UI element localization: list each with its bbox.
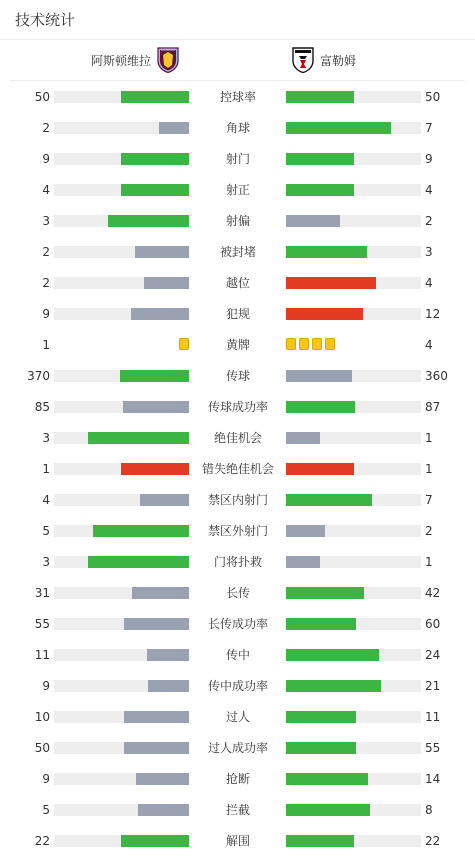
stat-label: 黄牌 [225,338,250,352]
home-stat-value: 2 [42,121,50,135]
away-stat-bar-fill [286,773,368,785]
home-stat-value: 9 [42,679,50,693]
home-stat-bar [54,122,189,134]
stat-label: 拦截 [225,803,250,817]
home-stat-bar-fill [148,680,189,692]
away-stat-value: 11 [425,710,441,724]
away-stat-value: 55 [425,741,441,755]
home-stat-value: 1 [42,338,50,352]
home-stat-bar [54,525,189,537]
home-stat-value: 10 [34,710,50,724]
home-stat-value: 5 [42,803,50,817]
away-stat-value: 1 [425,431,433,445]
away-stat-bar [286,556,421,568]
teams-row [10,40,465,81]
stat-row [0,391,475,422]
home-stat-bar [54,432,189,444]
stat-row [0,763,475,794]
home-stat-bar-fill [138,804,189,816]
home-stat-value: 55 [34,617,50,631]
stat-label: 角球 [225,121,250,135]
home-stat-value: 370 [27,369,50,383]
home-stat-bar [54,91,189,103]
stat-row [0,484,475,515]
aston-villa-crest-icon [157,47,179,73]
stat-row [0,639,475,670]
stat-row [0,701,475,732]
stats-list [0,81,475,856]
away-stat-bar [286,246,421,258]
away-stat-bar-fill [286,711,356,723]
stat-label: 射偏 [225,214,250,228]
stat-label: 越位 [225,276,250,290]
away-stat-value: 87 [425,400,441,414]
away-stat-bar [286,122,421,134]
stat-label: 控球率 [219,90,256,104]
away-stat-value: 42 [425,586,441,600]
home-stat-bar [54,463,189,475]
home-stat-value: 4 [42,493,50,507]
stat-label: 绝佳机会 [213,431,262,445]
away-stat-bar-fill [286,680,381,692]
home-stat-value: 2 [42,276,50,290]
away-stat-bar [286,773,421,785]
away-stat-bar [286,835,421,847]
away-stat-bar [286,618,421,630]
away-stat-value: 4 [425,276,433,290]
away-stat-value: 60 [425,617,441,631]
away-stat-value: 7 [425,493,433,507]
away-stat-bar-fill [286,308,363,320]
away-stat-bar-fill [286,525,325,537]
away-stat-value: 12 [425,307,441,321]
section-header [0,0,475,40]
home-stat-bar [54,587,189,599]
home-stat-value: 4 [42,183,50,197]
home-stat-bar-fill [121,835,189,847]
away-stat-bar [286,308,421,320]
away-stat-bar [286,680,421,692]
home-stat-bar-fill [124,618,189,630]
away-stat-bar [286,215,421,227]
away-stat-bar-fill [286,618,356,630]
away-stat-bar [286,401,421,413]
home-stat-bar [54,804,189,816]
home-stat-bar-fill [88,432,189,444]
yellow-card-icon [179,338,189,350]
home-stat-bar-fill [132,587,189,599]
home-stat-value: 22 [34,834,50,848]
stat-label: 传中 [225,648,250,662]
away-stat-value: 7 [425,121,433,135]
away-yellow-cards [286,338,335,352]
home-yellow-cards [179,338,189,352]
home-stat-bar [54,153,189,165]
stat-row [0,577,475,608]
home-stat-bar [54,184,189,196]
home-stat-bar [54,215,189,227]
home-stat-value: 2 [42,245,50,259]
away-stat-value: 8 [425,803,433,817]
away-stat-bar [286,370,421,382]
stat-label: 解围 [225,834,250,848]
home-stat-bar [54,246,189,258]
home-stat-bar-fill [123,401,189,413]
home-stat-value: 1 [42,462,50,476]
away-stat-bar-fill [286,246,367,258]
home-stat-value: 9 [42,152,50,166]
away-stat-value: 9 [425,152,433,166]
stat-row [0,112,475,143]
stat-row [0,174,475,205]
home-stat-bar-fill [121,153,189,165]
home-stat-bar-fill [135,246,189,258]
yellow-card-icon [325,338,335,350]
stat-row [0,236,475,267]
stat-label: 门将扑救 [213,555,262,569]
home-stat-bar [54,494,189,506]
home-stat-value: 3 [42,555,50,569]
home-stat-bar-fill [159,122,189,134]
stat-label: 射正 [225,183,250,197]
away-stat-bar [286,277,421,289]
away-stat-bar-fill [286,215,340,227]
stat-row [0,825,475,856]
home-stat-bar [54,680,189,692]
stat-row [0,298,475,329]
home-stat-value: 50 [34,90,50,104]
stat-row [0,329,475,360]
stat-row [0,205,475,236]
home-stat-bar-fill [93,525,189,537]
away-team[interactable] [292,40,356,80]
yellow-card-icon [299,338,309,350]
stat-row [0,515,475,546]
away-stat-bar-fill [286,835,354,847]
yellow-card-icon [286,338,296,350]
home-stat-value: 9 [42,307,50,321]
away-stat-value: 1 [425,555,433,569]
away-stat-bar-fill [286,494,372,506]
stat-label: 抢断 [225,772,250,786]
stat-label: 过人 [225,710,250,724]
away-stat-bar [286,91,421,103]
stat-label: 禁区外射门 [207,524,268,538]
away-stat-bar [286,153,421,165]
home-stat-bar [54,618,189,630]
stat-label: 犯规 [225,307,250,321]
home-team-name: 阿斯顿维拉 [90,53,151,68]
away-stat-bar-fill [286,804,370,816]
home-stat-bar-fill [108,215,189,227]
stat-label: 传中成功率 [207,679,268,693]
home-stat-bar [54,401,189,413]
away-stat-bar [286,463,421,475]
away-stat-bar-fill [286,184,354,196]
away-stat-bar [286,494,421,506]
away-stat-bar-fill [286,742,356,754]
away-stat-value: 360 [425,369,448,383]
home-stat-value: 50 [34,741,50,755]
home-stat-bar [54,649,189,661]
away-stat-value: 3 [425,245,433,259]
stat-row [0,81,475,112]
stat-label: 禁区内射门 [207,493,268,507]
away-stat-bar-fill [286,432,320,444]
stat-row [0,794,475,825]
home-stat-bar [54,711,189,723]
home-stat-bar [54,308,189,320]
stat-label: 射门 [225,152,250,166]
away-stat-bar-fill [286,649,379,661]
stat-row [0,546,475,577]
away-stat-value: 50 [425,90,441,104]
away-stat-bar [286,587,421,599]
home-stat-bar [54,370,189,382]
stat-label: 长传 [225,586,250,600]
home-stat-bar-fill [121,463,189,475]
away-stat-bar-fill [286,556,320,568]
section-title: 技术统计 [15,11,76,29]
away-stat-value: 24 [425,648,441,662]
home-stat-value: 31 [34,586,50,600]
home-stat-bar-fill [121,184,189,196]
stat-row [0,267,475,298]
home-stat-bar [54,835,189,847]
away-stat-bar-fill [286,153,354,165]
away-stat-value: 14 [425,772,441,786]
home-stat-bar [54,277,189,289]
away-stat-bar [286,649,421,661]
away-stat-bar [286,804,421,816]
away-stat-value: 4 [425,338,433,352]
stat-label: 传球成功率 [207,400,268,414]
away-stat-value: 2 [425,524,433,538]
stat-label: 传球 [225,369,250,383]
away-stat-bar [286,742,421,754]
home-stat-bar-fill [144,277,189,289]
stat-label: 过人成功率 [207,741,268,755]
home-stat-value: 85 [34,400,50,414]
yellow-card-icon [312,338,322,350]
away-stat-bar-fill [286,370,352,382]
away-team-name: 富勒姆 [320,53,357,68]
home-stat-bar-fill [124,742,189,754]
away-stat-bar [286,184,421,196]
home-stat-bar-fill [147,649,189,661]
home-stat-value: 9 [42,772,50,786]
stat-row [0,422,475,453]
away-stat-value: 1 [425,462,433,476]
home-stat-bar-fill [140,494,189,506]
away-stat-bar-fill [286,277,376,289]
stat-row [0,360,475,391]
home-stat-bar-fill [131,308,189,320]
away-stat-value: 21 [425,679,441,693]
away-stat-bar [286,432,421,444]
fulham-crest-icon [292,47,314,73]
home-stat-bar-fill [136,773,189,785]
home-stat-bar [54,773,189,785]
home-stat-bar-fill [124,711,189,723]
home-team[interactable] [91,40,179,80]
home-stat-bar-fill [121,91,189,103]
home-stat-value: 5 [42,524,50,538]
stat-label: 错失绝佳机会 [201,462,274,476]
stat-row [0,453,475,484]
away-stat-bar-fill [286,463,354,475]
home-stat-bar [54,556,189,568]
home-stat-value: 3 [42,431,50,445]
home-stat-bar [54,742,189,754]
home-stat-value: 3 [42,214,50,228]
stat-row [0,670,475,701]
home-stat-bar-fill [88,556,189,568]
home-stat-value: 11 [34,648,50,662]
away-stat-value: 4 [425,183,433,197]
stat-row [0,143,475,174]
away-stat-bar [286,711,421,723]
home-stat-bar-fill [120,370,189,382]
away-stat-bar [286,525,421,537]
away-stat-value: 2 [425,214,433,228]
away-stat-value: 22 [425,834,441,848]
away-stat-bar-fill [286,401,355,413]
stat-label: 长传成功率 [207,617,268,631]
away-stat-bar-fill [286,587,364,599]
away-stat-bar-fill [286,122,391,134]
away-stat-bar-fill [286,91,354,103]
stat-label: 被封堵 [219,245,256,259]
stat-row [0,608,475,639]
stat-row [0,732,475,763]
